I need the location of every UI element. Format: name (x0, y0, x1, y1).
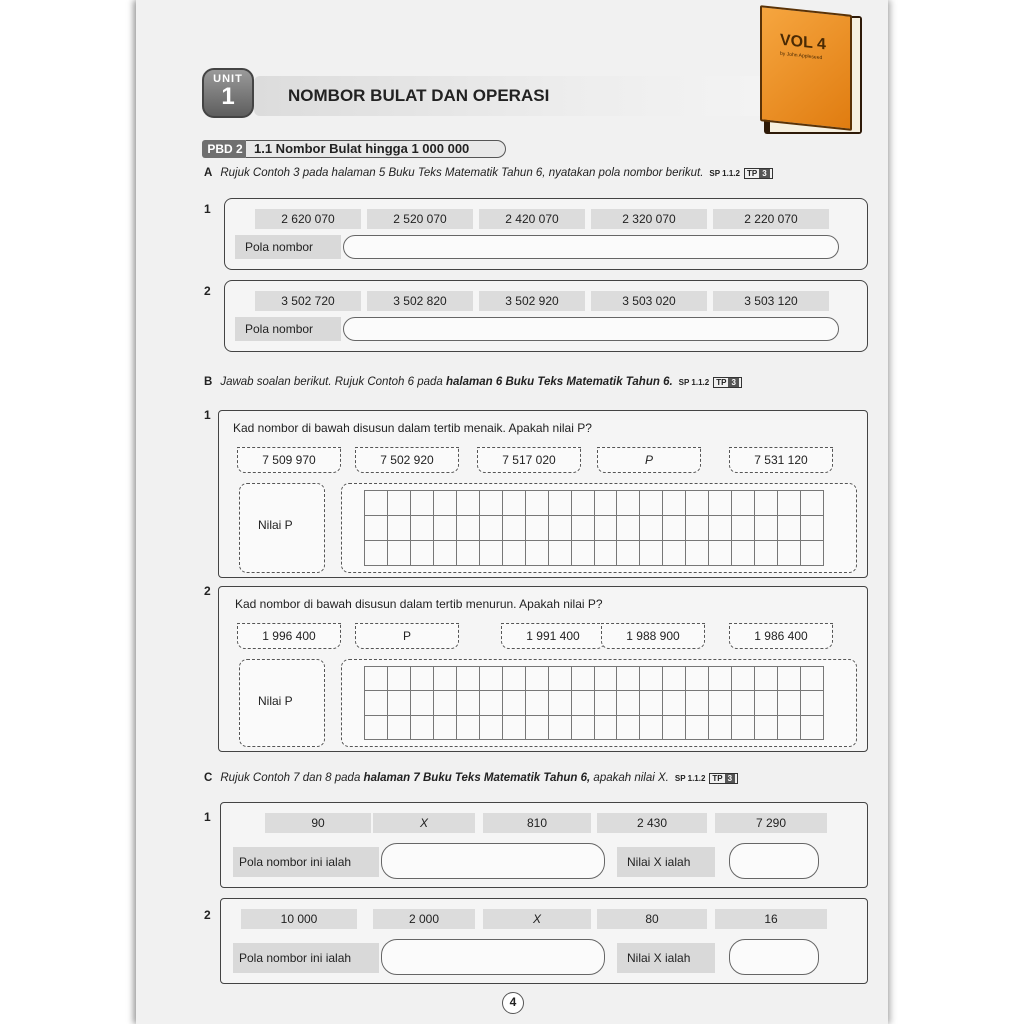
grid-cell (640, 691, 663, 715)
pattern-number: 16 (715, 909, 827, 929)
grid-cell (480, 716, 503, 740)
grid-cell (801, 491, 824, 516)
unit-number: 1 (221, 83, 235, 110)
pattern-number: 2 320 070 (591, 209, 707, 229)
grid-cell (480, 541, 503, 566)
grid-cell (365, 716, 388, 740)
grid-cell (365, 491, 388, 516)
grid-cell (778, 541, 801, 566)
working-box (341, 659, 857, 747)
grid-cell (732, 667, 755, 691)
working-grid[interactable] (364, 490, 824, 566)
grid-cell (457, 541, 480, 566)
value-box (239, 659, 325, 747)
grid-cell (709, 716, 732, 740)
grid-cell (434, 667, 457, 691)
pattern-number: 2 220 070 (713, 209, 829, 229)
grid-cell (663, 516, 686, 541)
grid-cell (732, 691, 755, 715)
x-label: Nilai X ialah (627, 951, 691, 965)
grid-cell (778, 716, 801, 740)
answer-field[interactable] (381, 939, 605, 975)
grid-cell (388, 667, 411, 691)
grid-cell (617, 691, 640, 715)
grid-cell (572, 667, 595, 691)
pattern-number: 3 502 920 (479, 291, 585, 311)
section-title: 1.1 Nombor Bulat hingga 1 000 000 (246, 140, 506, 158)
page-number: 4 (502, 992, 524, 1014)
grid-cell (640, 667, 663, 691)
pattern-number: 2 420 070 (479, 209, 585, 229)
grid-cell (549, 667, 572, 691)
grid-cell (686, 516, 709, 541)
pattern-frame (220, 898, 868, 984)
grid-cell (388, 716, 411, 740)
grid-cell (411, 491, 434, 516)
grid-cell (663, 541, 686, 566)
value-label: Nilai P (258, 518, 293, 532)
grid-cell (434, 691, 457, 715)
grid-cell (457, 516, 480, 541)
grid-cell (503, 491, 526, 516)
grid-cell (411, 716, 434, 740)
question-prompt: Kad nombor di bawah disusun dalam tertib menurun. Apakah nilai P? (235, 597, 603, 611)
grid-cell (801, 516, 824, 541)
book-subtitle: by John Appleseed (780, 50, 823, 62)
grid-cell (686, 691, 709, 715)
pattern-number: 2 430 (597, 813, 707, 833)
part-a-instruction: A Rujuk Contoh 3 pada halaman 5 Buku Teks Matematik Tahun 6, nyatakan pola nombor berikut. SP 1.1.2 TP 3 (204, 167, 773, 179)
pattern-frame (224, 198, 868, 270)
grid-cell (457, 691, 480, 715)
grid-cell (709, 541, 732, 566)
grid-cell (595, 516, 618, 541)
grid-cell (801, 716, 824, 740)
grid-cell (732, 541, 755, 566)
grid-cell (526, 691, 549, 715)
question-number: 2 (204, 908, 211, 922)
grid-cell (755, 491, 778, 516)
grid-cell (709, 491, 732, 516)
grid-cell (640, 716, 663, 740)
grid-cell (663, 691, 686, 715)
grid-cell (480, 691, 503, 715)
grid-cell (755, 691, 778, 715)
answer-field[interactable] (381, 843, 605, 879)
pattern-number: 2 520 070 (367, 209, 473, 229)
working-grid[interactable] (364, 666, 824, 740)
grid-cell (549, 716, 572, 740)
grid-cell (686, 716, 709, 740)
question-number: 1 (204, 202, 211, 216)
x-answer-field[interactable] (729, 843, 819, 879)
tp-tag: TP 3 (709, 773, 738, 784)
grid-cell (365, 541, 388, 566)
number-card: 1 986 400 (729, 623, 833, 649)
grid-cell (778, 491, 801, 516)
grid-cell (778, 667, 801, 691)
unit-label: UNIT (213, 73, 243, 85)
number-card: 7 531 120 (729, 447, 833, 473)
grid-cell (686, 667, 709, 691)
part-c-instruction: C Rujuk Contoh 7 dan 8 pada halaman 7 Buku Teks Matematik Tahun 6, apakah nilai X. SP 1.1.2 TP 3 (204, 772, 738, 784)
pattern-number: X (373, 813, 475, 833)
number-card: 7 502 920 (355, 447, 459, 473)
pattern-number: 80 (597, 909, 707, 929)
grid-cell (457, 491, 480, 516)
grid-cell (640, 541, 663, 566)
grid-cell (388, 541, 411, 566)
grid-cell (640, 516, 663, 541)
grid-cell (549, 491, 572, 516)
grid-cell (755, 541, 778, 566)
number-card: 7 517 020 (477, 447, 581, 473)
grid-cell (480, 491, 503, 516)
grid-cell (411, 541, 434, 566)
pattern-number: 3 503 020 (591, 291, 707, 311)
grid-cell (709, 516, 732, 541)
grid-cell (755, 716, 778, 740)
grid-cell (411, 691, 434, 715)
pattern-number: 90 (265, 813, 371, 833)
tp-tag: TP 3 (713, 377, 742, 388)
sp-tag: SP 1.1.2 (674, 774, 706, 783)
grid-cell (549, 516, 572, 541)
grid-cell (663, 491, 686, 516)
number-card: 7 509 970 (237, 447, 341, 473)
pattern-number: X (483, 909, 591, 929)
grid-cell (617, 491, 640, 516)
grid-cell (388, 491, 411, 516)
page-title: NOMBOR BULAT DAN OPERASI (288, 86, 550, 105)
grid-cell (388, 516, 411, 541)
grid-cell (663, 667, 686, 691)
pattern-number: 3 503 120 (713, 291, 829, 311)
grid-cell (617, 716, 640, 740)
unit-badge (202, 68, 254, 118)
grid-cell (709, 667, 732, 691)
grid-cell (732, 716, 755, 740)
grid-cell (572, 691, 595, 715)
grid-cell (365, 691, 388, 715)
grid-cell (572, 716, 595, 740)
grid-cell (549, 691, 572, 715)
grid-cell (365, 516, 388, 541)
grid-cell (732, 491, 755, 516)
answer-field[interactable] (343, 235, 839, 259)
grid-cell (503, 667, 526, 691)
grid-cell (595, 716, 618, 740)
pbd-badge: PBD 2 (202, 140, 248, 158)
grid-cell (778, 691, 801, 715)
grid-cell (801, 691, 824, 715)
pattern-number: 3 502 720 (255, 291, 361, 311)
grid-cell (388, 691, 411, 715)
grid-cell (572, 491, 595, 516)
grid-cell (411, 516, 434, 541)
grid-cell (434, 491, 457, 516)
grid-cell (411, 667, 434, 691)
grid-cell (526, 667, 549, 691)
number-card: 1 991 400 (501, 623, 605, 649)
grid-cell (503, 716, 526, 740)
grid-cell (549, 541, 572, 566)
pattern-label: Pola nombor ini ialah (239, 855, 352, 869)
sp-tag: SP 1.1.2 (678, 378, 710, 387)
sp-tag: SP 1.1.2 (709, 169, 740, 178)
question-prompt: Kad nombor di bawah disusun dalam tertib menaik. Apakah nilai P? (233, 421, 592, 435)
number-card: P (597, 447, 701, 473)
question-number: 2 (204, 284, 211, 298)
question-number: 2 (204, 584, 211, 598)
grid-cell (709, 691, 732, 715)
grid-cell (755, 516, 778, 541)
grid-cell (617, 541, 640, 566)
grid-cell (686, 491, 709, 516)
book-icon (758, 8, 868, 136)
grid-cell (526, 541, 549, 566)
grid-cell (503, 541, 526, 566)
grid-cell (595, 667, 618, 691)
pattern-number: 2 000 (373, 909, 475, 929)
part-b-instruction: B Jawab soalan berikut. Rujuk Contoh 6 pada halaman 6 Buku Teks Matematik Tahun 6. SP 1.1.2 TP 3 (204, 376, 742, 388)
question-number: 1 (204, 408, 211, 422)
grid-cell (503, 516, 526, 541)
grid-cell (572, 516, 595, 541)
pattern-number: 7 290 (715, 813, 827, 833)
pattern-label: Pola nombor (245, 322, 314, 336)
grid-cell (526, 716, 549, 740)
grid-cell (755, 667, 778, 691)
grid-cell (801, 541, 824, 566)
number-card: 1 988 900 (601, 623, 705, 649)
worksheet-page (136, 0, 888, 1024)
grid-cell (732, 516, 755, 541)
tp-tag: TP 3 (744, 168, 773, 179)
grid-cell (778, 516, 801, 541)
book-volume: VOL 4 (780, 31, 826, 54)
grid-cell (434, 541, 457, 566)
pattern-number: 2 620 070 (255, 209, 361, 229)
grid-cell (457, 667, 480, 691)
question-box (218, 410, 868, 578)
pattern-label: Pola nombor (245, 240, 314, 254)
pattern-number: 810 (483, 813, 591, 833)
grid-cell (434, 716, 457, 740)
question-number: 1 (204, 810, 211, 824)
grid-cell (457, 716, 480, 740)
grid-cell (595, 691, 618, 715)
grid-cell (801, 667, 824, 691)
grid-cell (480, 516, 503, 541)
pattern-number: 3 502 820 (367, 291, 473, 311)
number-card: P (355, 623, 459, 649)
grid-cell (640, 491, 663, 516)
grid-cell (365, 667, 388, 691)
value-box (239, 483, 325, 573)
x-answer-field[interactable] (729, 939, 819, 975)
working-box (341, 483, 857, 573)
grid-cell (434, 516, 457, 541)
grid-cell (480, 667, 503, 691)
number-card: 1 996 400 (237, 623, 341, 649)
question-box (218, 586, 868, 752)
pattern-number: 10 000 (241, 909, 357, 929)
pattern-frame (220, 802, 868, 888)
grid-cell (503, 691, 526, 715)
grid-cell (526, 516, 549, 541)
grid-cell (617, 516, 640, 541)
grid-cell (595, 491, 618, 516)
value-label: Nilai P (258, 694, 293, 708)
grid-cell (595, 541, 618, 566)
answer-field[interactable] (343, 317, 839, 341)
grid-cell (526, 491, 549, 516)
grid-cell (686, 541, 709, 566)
pattern-label: Pola nombor ini ialah (239, 951, 352, 965)
x-label: Nilai X ialah (627, 855, 691, 869)
grid-cell (617, 667, 640, 691)
pattern-frame (224, 280, 868, 352)
grid-cell (663, 716, 686, 740)
grid-cell (572, 541, 595, 566)
